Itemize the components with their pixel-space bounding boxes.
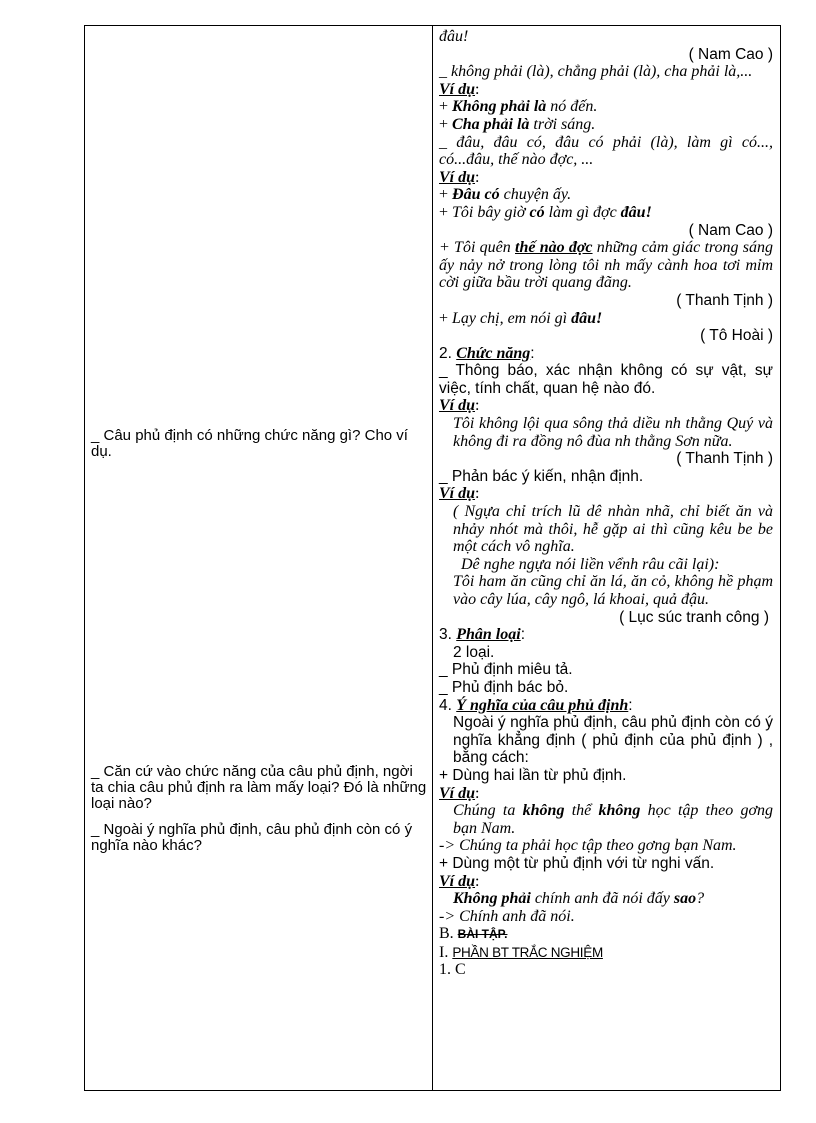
citation: ( Thanh Tịnh ) [676, 291, 773, 309]
text-line: + Dùng một từ phủ định với từ nghi vấn. [439, 854, 715, 872]
question-other-meaning: _ Ngoài ý nghĩa phủ định, câu phủ định còn có ý nghĩa nào khác? [91, 821, 413, 854]
section-heading: 2. Chức năng: [439, 344, 535, 362]
example-text: ( Ngựa chỉ trích lũ dê nhàn nhã, chỉ biết ăn và nhảy nhót mà thôi, hễ gặp ai thì cũng kêu be be một cách vô nghĩa. [453, 503, 773, 556]
citation: ( Thanh Tịnh ) [676, 450, 773, 468]
example-text: Chúng ta không thể không học tập theo gơng bạn Nam. [453, 802, 773, 837]
example-line: + Cha phải là trời sáng. [439, 115, 596, 133]
text-line: 2 loại. [453, 643, 495, 661]
text-line: Ngoài ý nghĩa phủ định, câu phủ định còn có ý nghĩa khẳng định ( phủ định của phủ định ) , bằng cách: [453, 714, 773, 767]
example-heading: Ví dụ: [439, 397, 480, 415]
citation: ( Nam Cao ) [688, 221, 773, 239]
text-line: _ đâu, đâu có, đâu có phải (là), làm gì có..., có...đâu, thế nào đợc, ... [439, 133, 773, 169]
section-heading: 3. Phân loại: [439, 626, 526, 644]
text-line: _ Phủ định bác bỏ. [439, 678, 569, 696]
example-heading: Ví dụ: [439, 168, 480, 186]
column-divider [432, 26, 433, 1090]
text-line: _ không phải (là), chẳng phải (là), cha phải là,... [439, 63, 753, 81]
text-line: _ Phủ định miêu tả. [439, 661, 573, 679]
example-text: -> Chúng ta phải học tập theo gơng bạn Nam. [439, 837, 737, 855]
lesson-table [84, 25, 781, 1091]
example-text: Tôi không lội qua sông thả diều nh thằng Quý và không đi ra đồng nô đùa nh thằng Sơn nữa. [453, 415, 773, 450]
example-line: + Lạy chị, em nói gì đâu! [439, 309, 603, 327]
example-text: Dê nghe ngựa nói liền vểnh râu cãi lại): [461, 555, 720, 573]
text-line: _ Thông báo, xác nhận không có sự vật, sự việc, tính chất, quan hệ nào đó. [439, 362, 773, 397]
section-heading: B. BÀI TẬP. [439, 925, 508, 943]
example-line: + Đâu có chuyện ấy. [439, 186, 572, 204]
section-heading: I. PHẦN BT TRẮC NGHIỆM [439, 943, 603, 961]
question-functions: _ Câu phủ định có những chức năng gì? Cho ví dụ. [91, 427, 408, 460]
section-heading: 4. Ý nghĩa của câu phủ định: [439, 696, 633, 714]
question-classification: _ Căn cứ vào chức năng của câu phủ định, ngời ta chia câu phủ định ra làm mấy loại? Đó là những loại nào? [91, 763, 427, 812]
answer-column [439, 28, 773, 979]
example-line: + Tôi quên thế nào đợc những cảm giác trong sáng ấy nảy nở trong lòng tôi nh mấy cành hoa tơi mỉm cời giữa bầu trời quang đãng. [439, 239, 774, 292]
example-heading: Ví dụ: [439, 872, 480, 890]
example-line: + Không phải là nó đến. [439, 98, 598, 116]
answer-line: 1. C [439, 961, 466, 979]
example-text: -> Chính anh đã nói. [439, 907, 575, 925]
example-heading: Ví dụ: [439, 784, 480, 802]
example-text: Không phải chính anh đã nói đấy sao? [453, 890, 705, 908]
text-line: + Dùng hai lần từ phủ định. [439, 766, 627, 784]
text-line: _ Phản bác ý kiến, nhận định. [439, 467, 644, 485]
example-text: Tôi ham ăn cũng chỉ ăn lá, ăn cỏ, không hề phạm vào cây lúa, cây ngô, lá khoai, quả đậu. [453, 573, 773, 608]
citation: ( Nam Cao ) [688, 45, 773, 63]
example-heading: Ví dụ: [439, 80, 480, 98]
example-line: + Tôi bây giờ có làm gì đợc đâu! [439, 203, 652, 221]
text-line: đâu! [439, 28, 469, 45]
citation: ( Tô Hoài ) [700, 327, 773, 345]
citation: ( Lục súc tranh công ) [619, 608, 769, 626]
example-heading: Ví dụ: [439, 485, 480, 503]
